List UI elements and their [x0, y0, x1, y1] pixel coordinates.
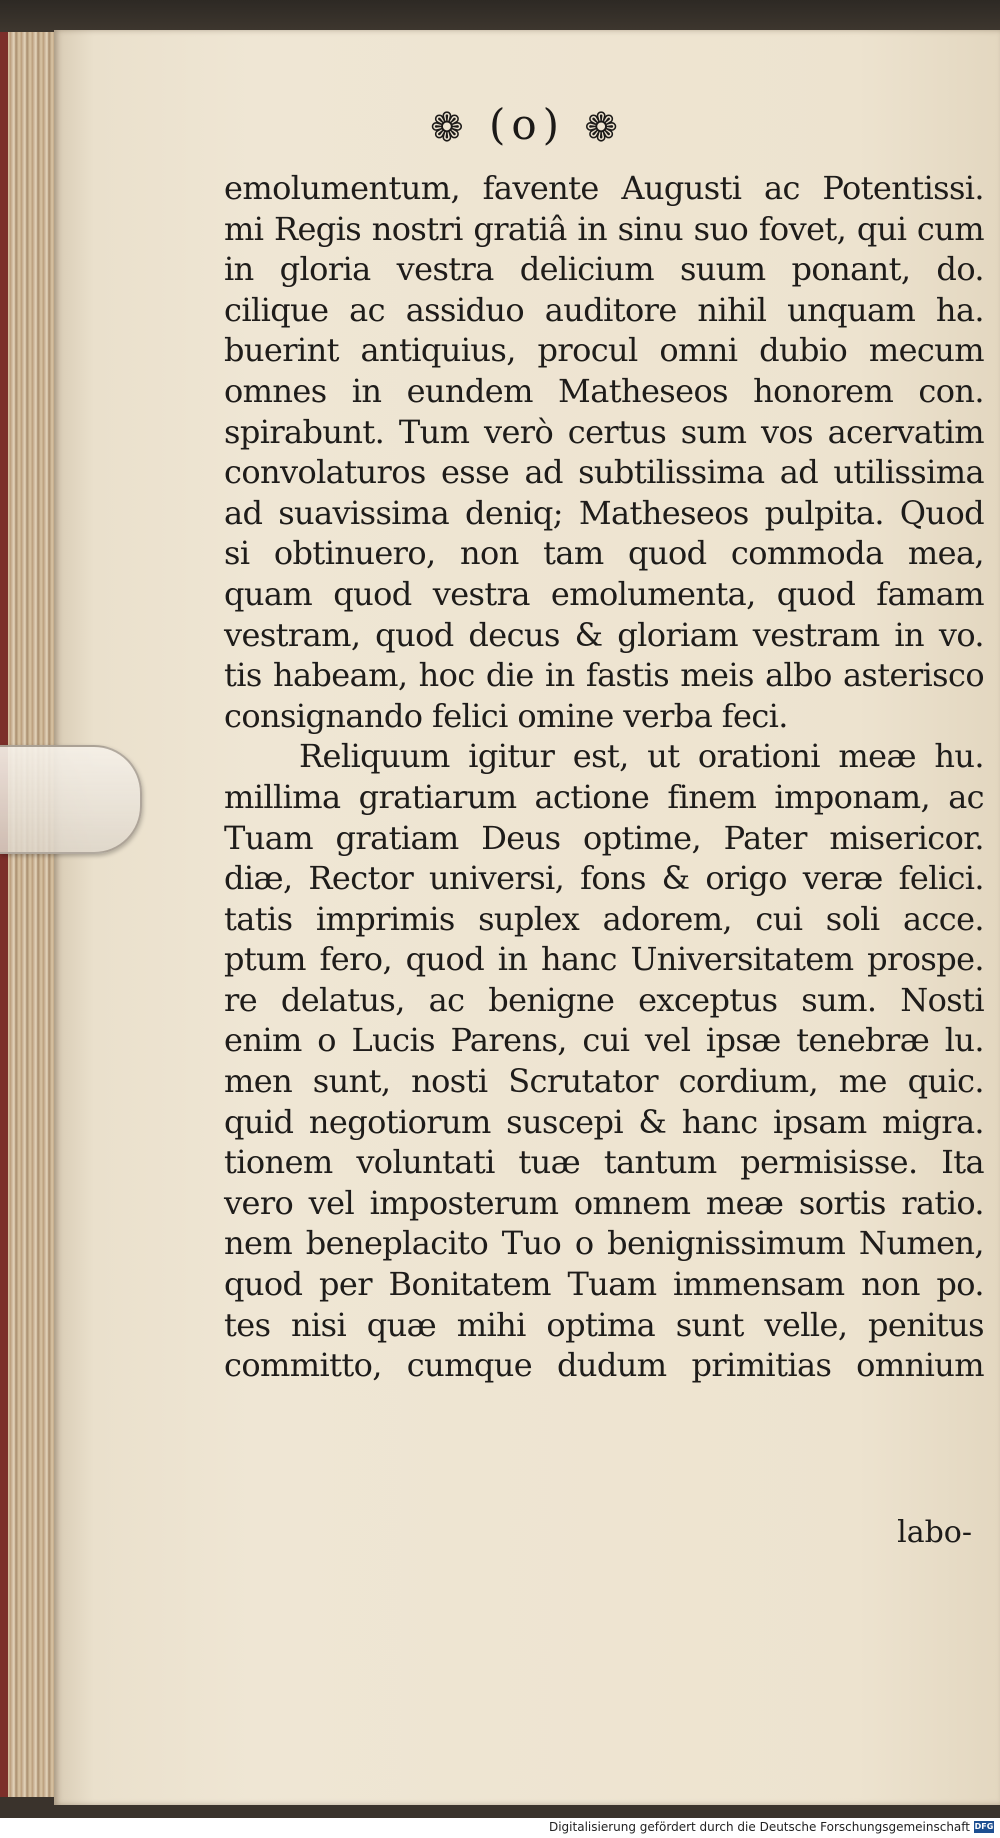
text-line: spirabunt. Tum verò certus sum vos acervatim — [224, 412, 984, 451]
text-line: mi Regis nostri gratiâ in sinu suo fovet, qui cum — [224, 209, 984, 248]
text-line: ptum fero, quod in hanc Universitatem prospe. — [224, 940, 984, 979]
text-line: emolumentum, favente Augusti ac Potentissi. — [224, 169, 984, 207]
book-page-edges — [0, 32, 57, 1797]
text-line: Tuam gratiam Deus optime, Pater misericor. — [224, 818, 984, 857]
body-text — [224, 168, 984, 1386]
text-line: committo, cumque dudum primitias omnium — [224, 1346, 984, 1385]
text-line: vestram, quod decus & gloriam vestram in vo. — [224, 615, 984, 654]
text-line: vero vel imposterum omnem meæ sortis ratio. — [224, 1183, 984, 1222]
text-line: quam quod vestra emolumenta, quod famam — [224, 574, 984, 613]
ornament-left-icon: ❁ — [430, 105, 470, 151]
page-header — [54, 100, 1000, 151]
text-line: si obtinuero, non tam quod commoda mea, — [224, 534, 984, 573]
text-line: tatis imprimis suplex adorem, cui soli acce. — [224, 899, 984, 938]
page-number: (o) — [488, 100, 566, 149]
text-line: diæ, Rector universi, fons & origo veræ felici. — [224, 859, 984, 898]
text-line: consignando felici omine verba feci. — [224, 696, 788, 735]
ornament-right-icon: ❁ — [584, 105, 624, 151]
dfg-logo-icon: DFG — [974, 1822, 994, 1831]
text-line: ad suavissima deniq; Matheseos pulpita. Quod — [224, 493, 984, 532]
footer-credit: Digitalisierung gefördert durch die Deutsche Forschungsgemeinschaft — [548, 1820, 970, 1834]
text-line: quid negotiorum suscepi & hanc ipsam migra. — [224, 1102, 984, 1141]
text-line: tionem voluntati tuæ tantum permisisse. Ita — [224, 1143, 984, 1182]
text-line: omnes in eundem Matheseos honorem con. — [224, 371, 984, 410]
text-line: buerint antiquius, procul omni dubio mecum — [224, 331, 984, 370]
text-line: millima gratiarum actione finem imponam, ac — [224, 777, 984, 816]
book-page — [54, 30, 1000, 1805]
text-line: nem beneplacito Tuo o benignissimum Numen, — [224, 1224, 984, 1263]
text-line: men sunt, nosti Scrutator cordium, me quic. — [224, 1062, 984, 1101]
paragraph-start-line: Reliquum igitur est, ut orationi meæ hu. — [299, 737, 984, 776]
digitization-footer — [0, 1818, 1000, 1838]
text-line: convolaturos esse ad subtilissima ad utilissima — [224, 453, 984, 492]
text-line: tes nisi quæ mihi optima sunt velle, penitus — [224, 1305, 984, 1344]
text-line: cilique ac assiduo auditore nihil unquam ha. — [224, 290, 984, 329]
catchword: labo- — [897, 1515, 972, 1550]
text-line: enim o Lucis Parens, cui vel ipsæ tenebræ lu. — [224, 1021, 984, 1060]
text-line: re delatus, ac benigne exceptus sum. Nosti — [224, 980, 984, 1019]
text-line: tis habeam, hoc die in fastis meis albo asterisco — [224, 656, 984, 695]
paper-clip — [0, 745, 142, 854]
text-line: quod per Bonitatem Tuam immensam non po. — [224, 1265, 984, 1304]
text-line: in gloria vestra delicium suum ponant, do. — [224, 250, 984, 289]
